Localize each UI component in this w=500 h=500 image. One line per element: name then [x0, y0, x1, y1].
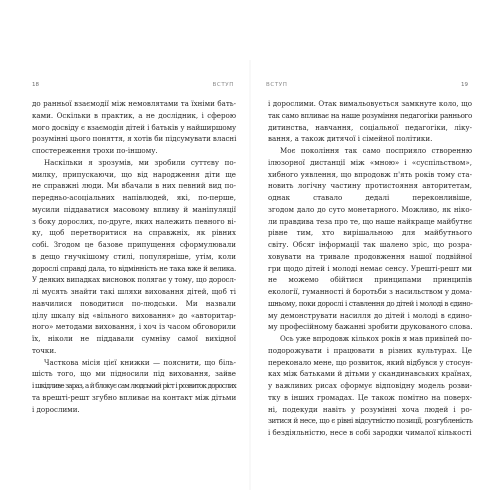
paragraph — [32, 357, 236, 416]
text-line: дитинства, навчання, соціальної педагогіки, ліку- — [268, 122, 472, 132]
text-line: спостереження трохи по-іншому. — [32, 146, 158, 155]
text-line: і дорослими. Отак вимальовується замкнуте коло, що — [268, 99, 472, 108]
text-line: шньому, поки дорослі і ставлення до дітей і молоді в єдино- — [268, 298, 473, 308]
text-line: подорожувати і працювати в різних культурах. Це — [268, 345, 472, 355]
paragraph — [32, 98, 236, 157]
text-line: собі. Згодом це базове припущення сформулювали — [32, 240, 236, 249]
text-line: ного» методами виховання, і хоч із часом обговорили — [32, 322, 236, 332]
text-line: цілу шкалу від «вільного виховання» до «авторитар- — [32, 310, 236, 320]
text-line: і дорослими. — [32, 404, 80, 414]
text-line: му демонструвати насилля до дітей і молоді в єдино- — [268, 310, 472, 320]
text-line: ках між батьками й дітьми у скандинавських країнах, — [268, 369, 472, 379]
text-line: точки. — [32, 345, 57, 355]
text-line: гри щодо дітей і молоді немає сенсу. Урешті-решт ми — [268, 263, 472, 273]
text-line: до ранньої взаємодії між немовлятами та їхніми бать- — [32, 99, 236, 108]
text-line: хибного уявлення, що впродовж п'ять років тому ста- — [268, 169, 472, 179]
text-line: так само впливає на наше розуміння педагогіки раннього — [268, 110, 472, 120]
left-page-header — [26, 80, 238, 94]
text-line: у важливих рисах сформує відповідну модель розви- — [268, 381, 472, 390]
text-line: ілюзорної дистанції між «мною» і «суспільством», — [268, 157, 472, 167]
text-line: і бездіяльністю, несе в собі зародки чималої кількості — [268, 428, 472, 437]
right-running-head: ВСТУП — [266, 82, 288, 88]
text-line: ні, подекуди навіть у розумінні хоча людей і ро- — [268, 404, 472, 414]
left-page-body — [32, 98, 236, 415]
left-page-number: 18 — [32, 82, 39, 88]
text-line: мого досвіду є взаємодія дітей і батьків у найширшому — [32, 122, 237, 132]
book-gutter — [249, 60, 251, 490]
text-line: тку в інших громадах. Це також помітно на поверх- — [268, 392, 472, 402]
text-line: ку, щоб перетворитися на справжніх, як рівних — [32, 228, 236, 238]
text-line: не можемо обійтися принципами принципів — [268, 275, 472, 285]
text-line: розумінні цього поняття, я хотів би підсумувати власні — [32, 134, 237, 144]
text-line: зитися й несе, що є рівні відсутністю позиції, розгубленість — [268, 416, 473, 426]
text-line: дорослі справді дала, то відмінність не така вже й велика. — [32, 263, 236, 273]
text-line: та врешті-решт згубно впливає на контакт між дітьми — [32, 392, 237, 402]
text-line: їх, ніколи не піддавали сумніву самої вихідної — [32, 334, 236, 343]
right-page-body — [268, 98, 472, 439]
text-line: передньо-асоціальних напівлюдей, які, по-перше, — [32, 193, 236, 202]
text-line: рівне тим, хто вирішальною для майбутнього — [268, 228, 472, 238]
text-line: му професійному бажанні зробити друкованого слова. — [268, 322, 473, 332]
left-running-head: ВСТУП — [212, 82, 234, 88]
text-line: навчилися поводитися по-людськи. Ми назвали — [32, 298, 236, 308]
text-line: однак ставало дедалі переконливіше, — [268, 193, 472, 202]
left-page — [26, 80, 238, 480]
text-line: ками. Оскільки в практик, а не дослідник, і сферою — [32, 110, 236, 120]
paragraph — [268, 333, 472, 439]
text-line: шість того, що ми підносили під виховання, зайве — [32, 369, 236, 379]
right-page-header — [262, 80, 474, 94]
text-line: мусили піддаватися масовому впливу й маніпуляції — [32, 204, 236, 214]
text-line: Часткова місія цієї книжки — пояснити, що біль- — [44, 357, 236, 367]
text-line: Ось уже впродовж кількох років я мав привілей по- — [280, 334, 472, 343]
text-line: згодом дало до суто монетарного. Можливо, як ніко- — [268, 204, 472, 214]
text-line: не справжні люди. Ми вбачали в них певний вид по- — [32, 181, 236, 191]
paragraph — [268, 98, 472, 145]
text-line: лі мусять знайти такі шляхи виховання дітей, щоб ті — [32, 287, 236, 296]
text-line: Моє покоління так само посприяло створенню — [280, 146, 472, 155]
text-line: і шкідливе зараз, а й блокує сам людський ріст і розвиток дорослих — [32, 381, 236, 390]
right-page-number: 19 — [461, 82, 468, 88]
text-line: ли правдива теза про те, що наше найкраще майбутнє — [268, 216, 473, 226]
text-line: новить логічну частину протистояння авторитетам, — [268, 181, 472, 191]
text-line: світу. Обсяг інформації так шалено зріс, що розра- — [268, 240, 472, 249]
text-line: У деяких випадках висновок полягає у тому, що доросл- — [32, 275, 236, 285]
text-line: в дещо гнучкішому стилі, популярніше, утім, коли — [32, 251, 236, 261]
text-line: екології, гуманності й боротьби з насильством у дома- — [268, 287, 472, 296]
text-line: переконало мене, що розвиток, який відбувся у стосун- — [268, 357, 473, 367]
text-line: милку, припускаючи, що від народження діти ще — [32, 169, 236, 179]
paragraph — [32, 157, 236, 357]
text-line: вання, а також дитячої і сімейної політики. — [268, 134, 433, 144]
text-line: Наскільки я зрозумів, ми зробили суттєву по- — [44, 157, 236, 167]
right-page — [262, 80, 474, 480]
text-line: ховувати на тривале продовження нашої подвійної — [268, 251, 472, 261]
text-line: з боку дорослих, по-друге, яких належить певного ві- — [32, 216, 236, 226]
paragraph — [268, 145, 472, 333]
